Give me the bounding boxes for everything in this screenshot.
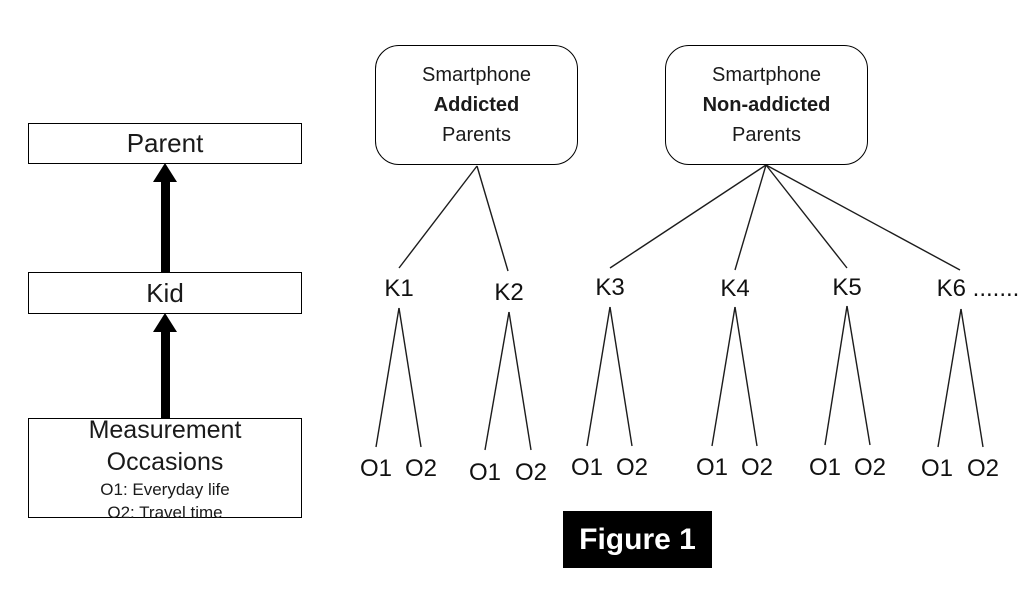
edge-k2-o1 xyxy=(485,312,509,450)
measurement-box-title: Measurement Occasions xyxy=(88,416,242,476)
edge-k3-o1 xyxy=(587,307,610,446)
edge-k2-o2 xyxy=(509,312,531,450)
parent-box-label: Parent xyxy=(126,128,204,158)
edge-nonaddicted-k4 xyxy=(735,165,766,270)
kid-to-parent-arrow-head-icon xyxy=(153,163,177,182)
occasion-label-o1-k1: O1 xyxy=(359,455,393,482)
occasion-label-o2-k3: O2 xyxy=(615,454,649,481)
occasion-label-o2-k1: O2 xyxy=(404,455,438,482)
kid-node-k2: K2 xyxy=(494,279,524,306)
occasion-label-o2-k4: O2 xyxy=(740,454,774,481)
occasion-label-o1-k5: O1 xyxy=(808,454,842,481)
kid-box xyxy=(28,272,302,314)
kid-node-k4: K4 xyxy=(720,275,750,302)
measurement-box xyxy=(28,416,302,522)
measurement-to-kid-arrow-shaft xyxy=(161,330,170,418)
edge-k6-o1 xyxy=(938,309,961,447)
measurement-box-item-o1: O1: Everyday life xyxy=(100,480,230,499)
edge-addicted-k1 xyxy=(399,166,477,268)
edge-nonaddicted-k3 xyxy=(610,165,766,268)
edge-k6-o2 xyxy=(961,309,983,447)
edge-k5-o2 xyxy=(847,306,870,445)
kid-node-k1: K1 xyxy=(384,275,414,302)
kid-box-label: Kid xyxy=(146,277,184,308)
group-box-nonaddicted xyxy=(665,45,868,165)
group-addicted-line3: Parents xyxy=(442,124,511,146)
group-box-addicted xyxy=(375,45,578,165)
kid-node-k5: K5 xyxy=(832,274,862,301)
occasion-label-o2-k5: O2 xyxy=(853,454,887,481)
edge-k3-o2 xyxy=(610,307,632,446)
group-addicted-line1: Smartphone xyxy=(422,64,531,86)
group-nonaddicted-line1: Smartphone xyxy=(712,64,821,86)
kid-to-parent-arrow-shaft xyxy=(161,180,170,272)
group-nonaddicted-line3: Parents xyxy=(732,124,801,146)
group-nonaddicted-line2: Non-addicted xyxy=(702,94,831,116)
edge-nonaddicted-k6 xyxy=(766,165,960,270)
edge-k1-o1 xyxy=(376,308,399,447)
edge-k4-o1 xyxy=(712,307,735,446)
edge-k5-o1 xyxy=(825,306,847,445)
kid-node-k6: K6 ....... xyxy=(936,275,1020,302)
edge-addicted-k2 xyxy=(477,166,508,271)
kid-node-k3: K3 xyxy=(595,274,625,301)
occasion-label-o1-k3: O1 xyxy=(570,454,604,481)
occasion-label-o1-k6: O1 xyxy=(920,455,954,482)
parent-box xyxy=(28,123,302,164)
occasion-label-o2-k2: O2 xyxy=(514,459,548,486)
occasion-label-o2-k6: O2 xyxy=(966,455,1000,482)
occasion-label-o1-k2: O1 xyxy=(468,459,502,486)
edge-k4-o2 xyxy=(735,307,757,446)
edge-k1-o2 xyxy=(399,308,421,447)
measurement-box-item-o2: O2: Travel time xyxy=(107,503,223,522)
group-addicted-line2: Addicted xyxy=(433,94,520,116)
figure-caption-text: Figure 1 xyxy=(579,522,696,556)
edge-nonaddicted-k5 xyxy=(766,165,847,268)
measurement-to-kid-arrow-head-icon xyxy=(153,313,177,332)
occasion-label-o1-k4: O1 xyxy=(695,454,729,481)
figure-caption xyxy=(563,511,712,568)
